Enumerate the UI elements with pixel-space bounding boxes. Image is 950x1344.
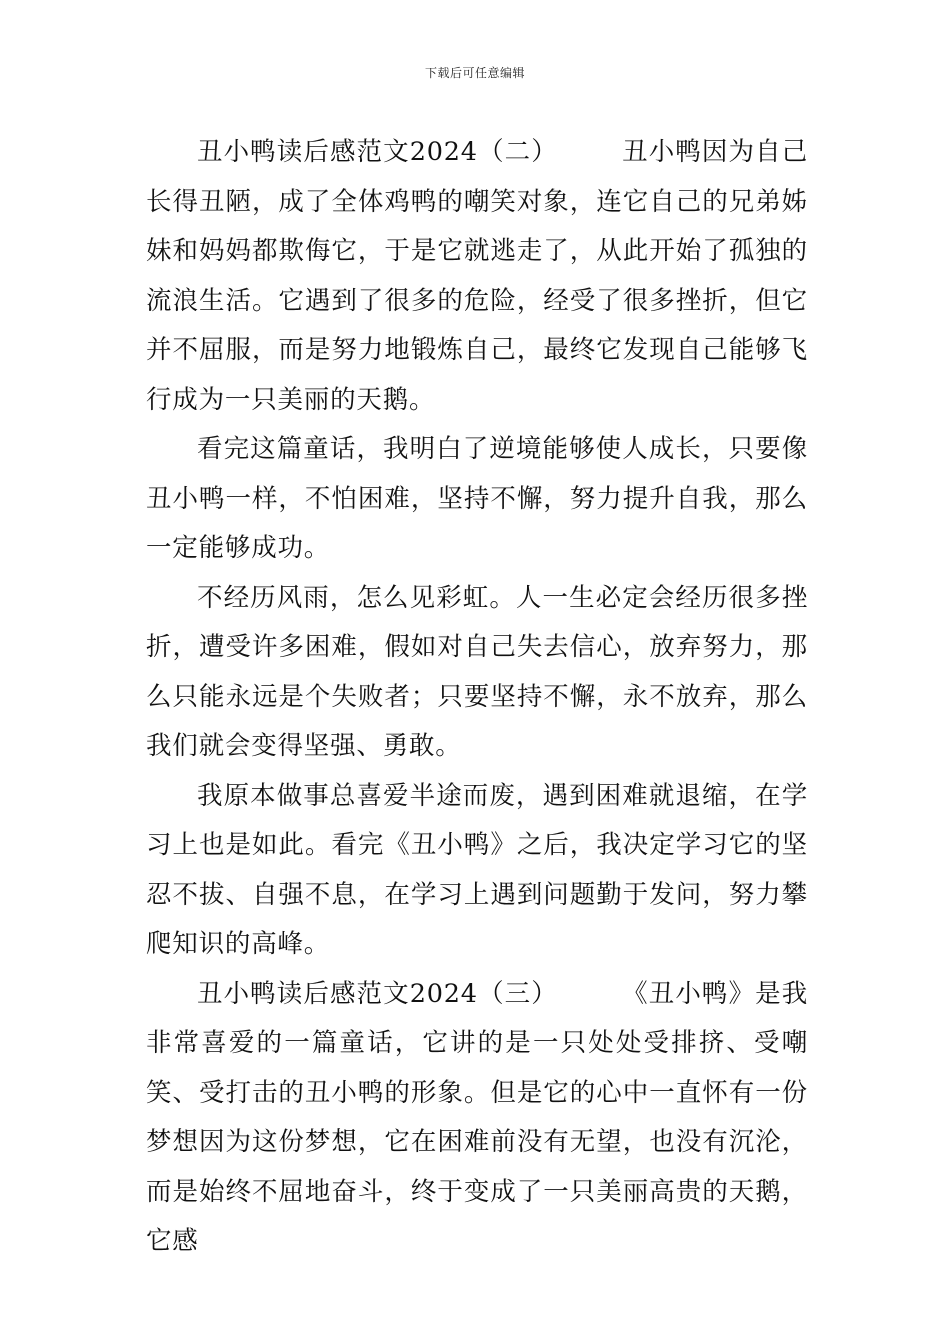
section-title-3: 丑小鸭读后感范文2024（三） (197, 978, 558, 1009)
paragraph-3: 不经历风雨，怎么见彩虹。人一生必定会经历很多挫折，遭受许多困难，假如对自己失去信心，放弃努力，那么只能永远是个失败者；只要坚持不懈，永不放弃，那么我们就会变得坚强、勇敢。 (146, 582, 808, 761)
page-header-note: 下载后可任意编辑 (424, 66, 525, 80)
paragraph-5-text: 《丑小鸭》是我非常喜爱的一篇童话，它讲的是一只处处受排挤、受嘲笑、受打击的丑小鸭的形象。但是它的心中一直怀有一份梦想因为这份梦想，它在困难前没有无望，也没有沉沦，而是始终不屈地奋斗，终于变成了一只美丽高贵的天鹅，它感 (146, 978, 808, 1256)
section-title-2: 丑小鸭读后感范文2024（二） (197, 137, 558, 167)
paragraph-1 (146, 128, 808, 425)
paragraph-5 (146, 970, 808, 1267)
paragraph-1-text: 丑小鸭因为自己长得丑陋，成了全体鸡鸭的嘲笑对象，连它自己的兄弟姊妹和妈妈都欺侮它，于是它就逃走了，从此开始了孤独的流浪生活。它遇到了很多的危险，经受了很多挫折，但它并不屈服，而是努力地锻炼自己，最终它发现自己能够飞行成为一只美丽的天鹅。 (146, 137, 808, 415)
paragraph-4: 我原本做事总喜爱半途而废，遇到困难就退缩，在学习上也是如此。看完《丑小鸭》之后，我决定学习它的坚忍不拔、自强不息，在学习上遇到问题勤于发问，努力攀爬知识的高峰。 (146, 780, 808, 959)
document-body (146, 128, 808, 1267)
paragraph-2: 看完这篇童话，我明白了逆境能够使人成长，只要像丑小鸭一样，不怕困难，坚持不懈，努力提升自我，那么一定能够成功。 (146, 434, 808, 563)
